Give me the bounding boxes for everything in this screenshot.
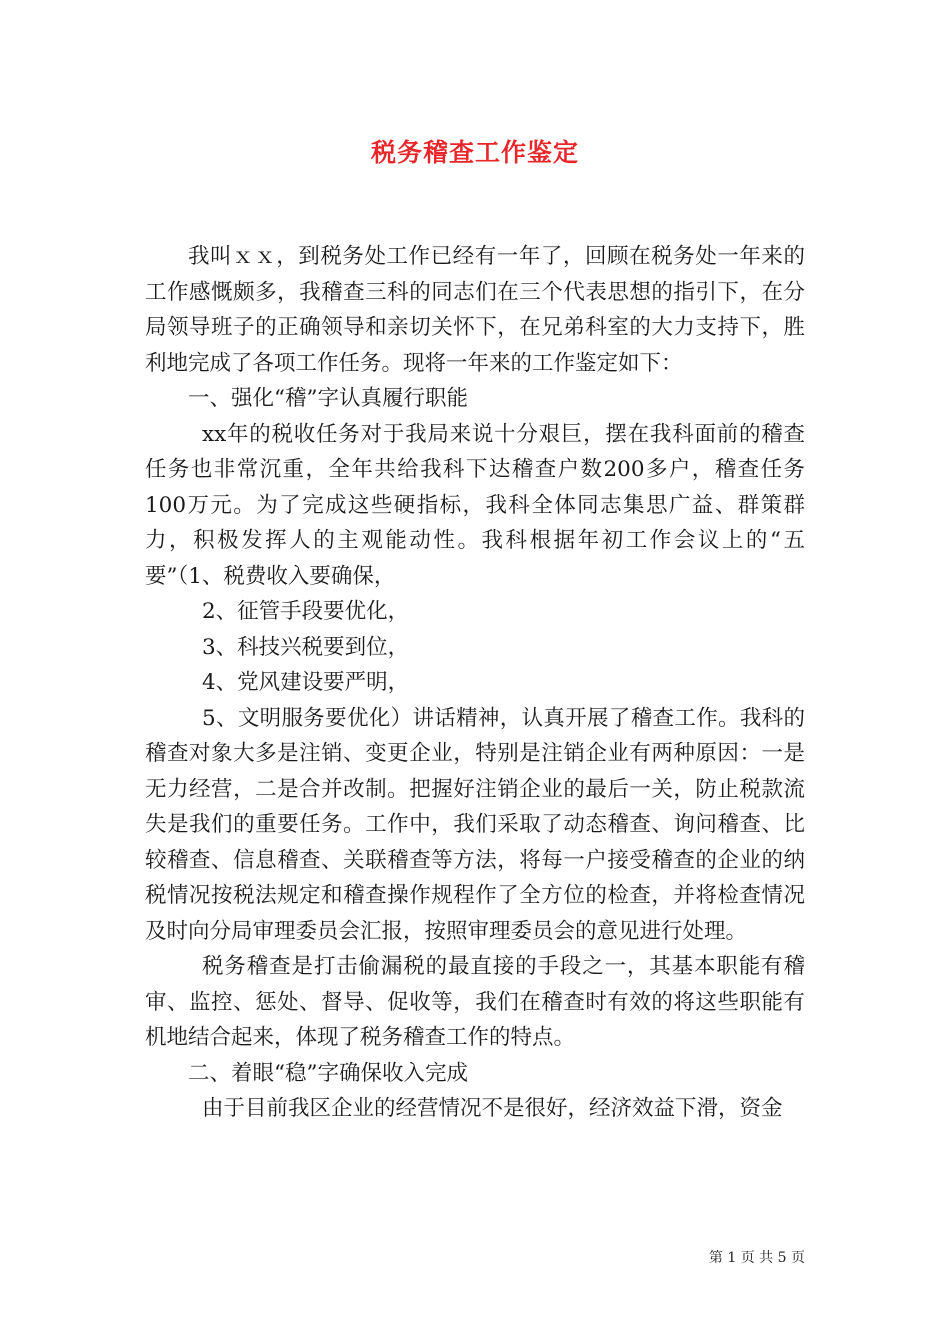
paragraph-intro: 我叫ｘｘ，到税务处工作已经有一年了，回顾在税务处一年来的工作感慨颇多，我稽查三科的同志们在三个代表思想的指引下，在分局领导班子的正确领导和亲切关怀下，在兄弟科室的大力支持下，胜利地完成了各项工作任务。现将一年来的工作鉴定如下： xyxy=(145,244,805,376)
paragraph-audit-functions: 税务稽查是打击偷漏税的最直接的手段之一，其基本职能有稽审、监控、惩处、督导、促收等，我们在稽查时有效的将这些职能有机地结合起来，体现了税务稽查工作的特点。 xyxy=(145,954,805,1050)
document-body xyxy=(145,239,805,1127)
list-item-2: 2、征管手段要优化， xyxy=(202,599,410,624)
section-heading-1: 一、强化“稽”字认真履行职能 xyxy=(188,386,468,411)
list-item-4: 4、党风建设要严明， xyxy=(202,670,410,695)
paragraph-list-item-5: 5、文明服务要优化）讲话精神，认真开展了稽查工作。我科的稽查对象大多是注销、变更企业，特别是注销企业有两种原因：一是无力经营，二是合并改制。把握好注销企业的最后一关，防止税款流失是我们的重要任务。工作中，我们采取了动态稽查、询问稽查、比较稽查、信息稽查、关联稽查等方法，将每一户接受稽查的企业的纳税情况按税法规定和稽查操作规程作了全方位的检查，并将检查情况及时向分局审理委员会汇报，按照审理委员会的意见进行处理。 xyxy=(145,705,805,944)
paragraph-section-1: xx年的税收任务对于我局来说十分艰巨，摆在我科面前的稽查任务也非常沉重，全年共给我科下达稽查户数200多户，稽查任务100万元。为了完成这些硬指标，我科全体同志集思广益、群策群力，积极发挥人的主观能动性。我科根据年初工作会议上的“五要”（1、税费收入要确保， xyxy=(145,421,805,589)
section-heading-2: 二、着眼“稳”字确保收入完成 xyxy=(188,1060,468,1086)
page-number: 第 1 页 共 5 页 xyxy=(708,1250,805,1266)
document-title: 税务稽查工作鉴定 xyxy=(370,138,579,167)
paragraph-section-2: 由于目前我区企业的经营情况不是很好，经济效益下滑，资金 xyxy=(202,1096,783,1121)
list-item-3: 3、科技兴税要到位， xyxy=(202,634,410,660)
